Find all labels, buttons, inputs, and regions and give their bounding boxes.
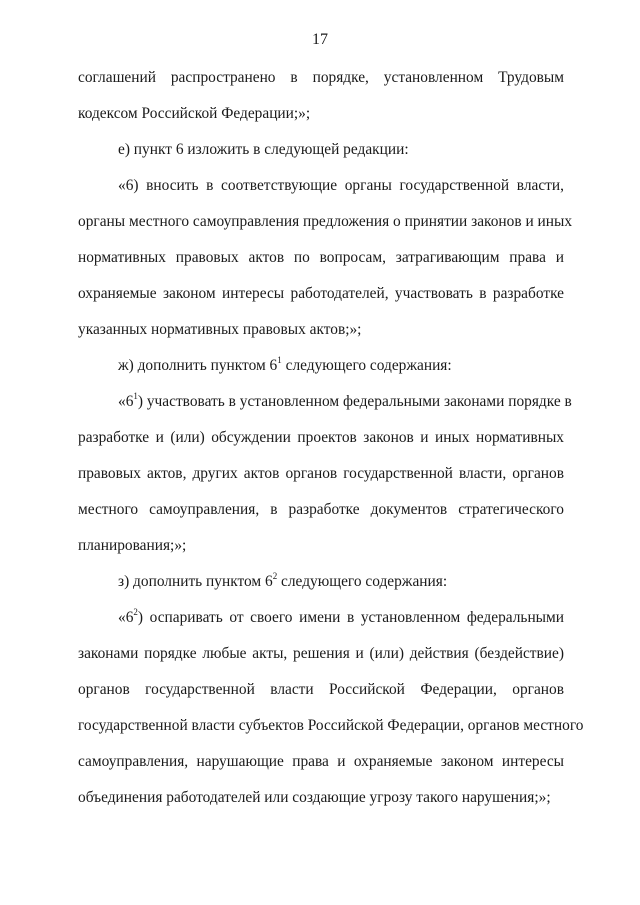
text-line: законами порядке любые акты, решения и (или) действия (бездействие) <box>78 645 564 662</box>
text-line: местного самоуправления, в разработке документов стратегического <box>78 501 564 518</box>
text-line: органы местного самоуправления предложения о принятии законов и иных <box>78 213 573 230</box>
text-line: соглашений распространено в порядке, установленном Трудовым <box>78 69 564 86</box>
text-line: самоуправления, нарушающие права и охраняемые законом интересы <box>78 753 564 770</box>
text-line: органов государственной власти Российской Федерации, органов <box>78 681 564 698</box>
paragraph-zh-heading: ж) дополнить пунктом $6^1$ следующего содержания: <box>118 354 452 374</box>
paragraph-e-heading: е) пункт 6 изложить в следующей редакции: <box>118 141 409 158</box>
text-line: указанных нормативных правовых актов;»; <box>78 321 362 338</box>
text-line: «$6^2$) оспаривать от своего имени в установленном федеральными <box>118 606 564 626</box>
paragraph-z-heading: з) дополнить пунктом $6^2$ следующего содержания: <box>118 570 448 590</box>
text-line: объединения работодателей или создающие угрозу такого нарушения;»; <box>78 789 551 806</box>
page-number: 17 <box>312 31 328 48</box>
text-line: охраняемые законом интересы работодателей, участвовать в разработке <box>78 285 564 302</box>
text-line: правовых актов, других актов органов государственной власти, органов <box>78 465 564 482</box>
text-line: разработке и (или) обсуждении проектов законов и иных нормативных <box>78 429 564 446</box>
text-line: нормативных правовых актов по вопросам, затрагивающим права и <box>78 249 564 266</box>
text-line: государственной власти субъектов Российской Федерации, органов местного <box>78 717 584 734</box>
text-line: «$6^1$) участвовать в установленном федеральными законами порядке в <box>118 390 572 410</box>
text-line: планирования;»; <box>78 537 187 554</box>
text-line: кодексом Российской Федерации;»; <box>78 105 311 122</box>
text-line: «6) вносить в соответствующие органы государственной власти, <box>118 177 564 194</box>
